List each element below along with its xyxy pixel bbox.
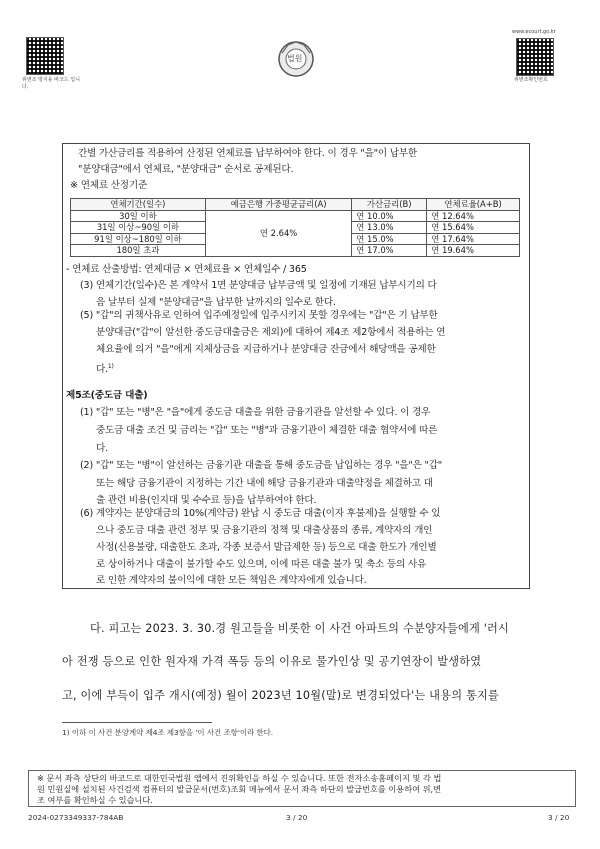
table-cell: 연 15.0%: [352, 233, 427, 245]
table-cell: 연 13.0%: [352, 222, 427, 234]
body-paragraph-line-1: 다. 피고는 2023. 3. 30.경 원고들을 비롯한 이 사건 아파트의 수분양자들에게 '러시: [90, 622, 510, 635]
barcode-caption: 위변조 방지용 바코드 입니다.: [22, 77, 80, 90]
art5-item-2-line-3: 출 관련 비용(인지대 및 수수료 등)을 납부하여야 한다.: [96, 495, 317, 506]
table-cell: 연 17.64%: [427, 233, 520, 245]
art5-item-6-line-1: (6) 계약자는 분양대금의 10%(계약금) 완납 시 중도금 대출(이자 후불제)을 실행할 수 있: [80, 508, 441, 519]
late-fee-formula: - 연체료 산출방법: 연체대금 × 연체료율 × 연체일수 / 365: [66, 264, 307, 275]
footnote-text: 1) 이하 이 사건 분양계약 제4조 제3항을 '이 사건 조항'이라 한다.: [62, 728, 274, 737]
clause-5-line-1: (5) "갑"의 귀책사유로 인하여 입주예정일에 입주시키지 못할 경우에는 "갑"은 기 납부한: [80, 310, 438, 321]
clause-5-last-word: 다.: [96, 364, 108, 376]
article-5-title: 제5조(중도금 대출): [66, 390, 148, 401]
forgery-check-caption: 위변조확인번호: [514, 77, 548, 83]
table-cell: 연 17.0%: [352, 245, 427, 257]
body-paragraph-line-2: 아 전쟁 등으로 인한 원자재 가격 폭등 등의 이유로 물가인상 및 공기연장이 발생하였: [62, 655, 482, 668]
notice-line-3: 조 여부를 확인하실 수 있습니다.: [37, 795, 153, 805]
column-header: 가산금리(B): [352, 199, 427, 211]
rate-heading: ※ 연체료 산정기준: [70, 180, 148, 191]
verification-barcode: [26, 37, 64, 75]
table-cell: 91일 이상~180일 이하: [71, 233, 206, 245]
table-cell: 연 12.64%: [427, 210, 520, 222]
table-cell: 31일 이상~90일 이하: [71, 222, 206, 234]
notice-line-1: ※ 문서 좌측 상단의 바코드로 대한민국법원 앱에서 진위확인을 하실 수 있습니다. 또한 전자소송홈페이지 및 각 법: [37, 773, 442, 783]
column-header: 연체료율(A+B): [427, 199, 520, 211]
table-cell: 30일 이하: [71, 210, 206, 222]
base-rate-cell: 연 2.64%: [205, 210, 351, 256]
art5-item-6-line-3: 사정(신용불량, 대출한도 초과, 각종 보증서 발급제한 등) 등으로 대출 한도가 개인별: [96, 542, 437, 553]
late-fee-rate-table: [70, 198, 520, 257]
art5-item-1-line-2: 중도금 대출 조건 및 금리는 "갑" 또는 "병"과 금융기관이 체결한 대출 협약서에 따른: [96, 425, 438, 436]
court-seal: [276, 39, 316, 79]
ecourt-url: www.ecourt.go.kr: [512, 29, 556, 35]
table-cell: 180일 초과: [71, 245, 206, 257]
column-header: 연체기간(일수): [71, 199, 206, 211]
table-row: [71, 210, 520, 222]
box-line-1: 간별 가산금리를 적용하여 산정된 연체료를 납부하여야 한다. 이 경우 "을"이 납부한: [78, 148, 417, 159]
art5-item-2-line-2: 또는 해당 금융기관이 지정하는 기간 내에 해당 금융기관과 대출약정을 체결하고 대: [96, 478, 433, 489]
art5-item-6-line-2: 으나 중도금 대출 관련 정부 및 금융기관의 정책 및 대출상품의 종류, 계약자의 개인: [96, 525, 433, 536]
notice-line-2: 원 민원실에 설치된 사건검색 컴퓨터의 발급문서(번호)조회 메뉴에서 문서 좌측 하단의 발급번호를 이용하여 위,변: [37, 784, 442, 794]
body-paragraph-line-3: 고, 이에 부득이 입주 개시(예정) 월이 2023년 10월(말)로 변경되었다'는 내용의 통지를: [62, 689, 499, 702]
footnote-marker: 1): [107, 363, 114, 370]
clause-3-line-1: (3) 연체기간(일수)은 본 계약서 1면 분양대금 납부금액 및 일정에 기재된 납부시기의 다: [80, 280, 437, 291]
art5-item-1-line-1: (1) "갑" 또는 "병"은 "을"에게 중도금 대출을 위한 금융기관을 알선할 수 있다. 이 경우: [80, 407, 431, 418]
seal-text: 법원: [287, 54, 303, 63]
clause-3-line-2: 음 날부터 실제 "분양대금"을 납부한 날까지의 일수로 한다.: [96, 297, 336, 308]
page-number-right: 3 / 20: [548, 813, 570, 822]
verification-notice: [28, 770, 576, 807]
verification-qr-icon: [516, 38, 554, 76]
art5-item-2-line-1: (2) "갑" 또는 "병"이 알선하는 금융기관 대출을 통해 중도금을 납입하는 경우 "을"은 "갑": [80, 460, 442, 471]
clause-5-line-4: [96, 359, 114, 378]
table-header-row: [71, 199, 520, 211]
page-number-center: 3 / 20: [286, 813, 308, 822]
box-line-2: "분양대금"에서 연체료, "분양대금" 순서로 공제된다.: [78, 164, 294, 175]
footnote-divider: [62, 722, 212, 723]
clause-5-line-3: 체요율에 의거 "을"에게 지체상금을 지급하거나 분양대금 잔금에서 해당액을 공제한: [96, 344, 436, 355]
clause-5-line-2: 분양대금("갑"이 알선한 중도금대출금은 제외)에 대하여 제4조 제2항에서 적용하는 연: [96, 327, 446, 338]
column-header: 예금은행 가중평균금리(A): [205, 199, 351, 211]
table-cell: 연 10.0%: [352, 210, 427, 222]
table-cell: 연 15.64%: [427, 222, 520, 234]
issue-number: 2024-0273349337-784AB: [28, 813, 124, 822]
table-cell: 연 19.64%: [427, 245, 520, 257]
art5-item-6-line-5: 로 인한 계약자의 불이익에 대한 모든 책임은 계약자에게 있습니다.: [96, 575, 367, 586]
art5-item-6-line-4: 로 상이하거나 대출이 불가할 수도 있으며, 이에 따른 대출 불가 및 축소 등의 사유: [96, 559, 427, 570]
art5-item-1-line-3: 다.: [96, 443, 108, 454]
